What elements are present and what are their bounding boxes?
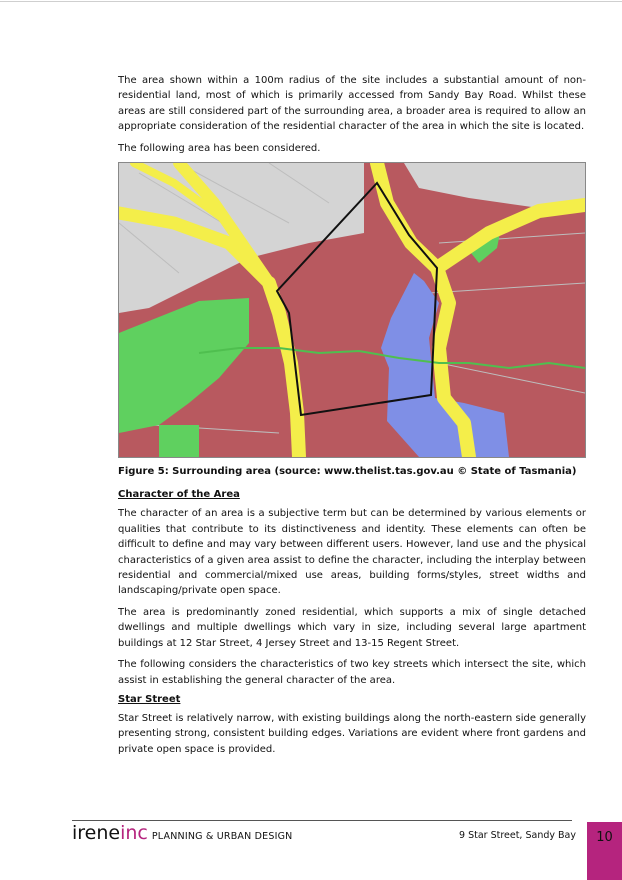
key-streets-paragraph: The following considers the characteristics of two key streets which intersect the site, which assist in establishing the general character of the area. [118,659,586,686]
area-considered-paragraph: The following area has been considered. [118,142,321,154]
star-street-heading: Star Street [118,693,181,705]
footer-address: 9 Star Street, Sandy Bay [459,830,576,841]
page-content [118,73,586,763]
brand-name-part2: inc [120,822,148,844]
open-space-southwest [159,425,199,457]
brand-tagline: PLANNING & URBAN DESIGN [151,831,293,842]
zoning-map-graphic [119,163,585,457]
brand-name-part1: irene [72,822,121,844]
page-number: 10 [596,830,613,845]
zoning-paragraph: The area is predominantly zoned residential, which supports a mix of single detached dwellings and multiple dwellings which vary in size, including several large apartment buildings at 12 Star Street, 4 Jersey Street and 13-15 Regent Street. [118,606,586,649]
brand-logo [72,822,292,848]
figure-caption: Figure 5: Surrounding area (source: www.thelist.tas.gov.au © State of Tasmania) [118,466,577,478]
character-heading: Character of the Area [118,489,240,501]
page-number-box [587,822,622,880]
top-rule [0,1,622,2]
star-street-paragraph: Star Street is relatively narrow, with existing buildings along the north-eastern side generally presenting strong, consistent building edges. Variations are evident where front gardens and private open space is provided. [118,712,586,755]
intro-paragraph: The area shown within a 100m radius of the site includes a substantial amount of non-residential land, most of which is primarily accessed from Sandy Bay Road. Whilst these areas are still considered part of the surrounding area, a broader area is required to allow an appropriate consideration of the residential character of the area in which the site is located. [118,75,586,133]
character-paragraph: The character of an area is a subjective term but can be determined by various elements or qualities that contribute to its distinctiveness and identity. These elements can often be difficult to define and may vary between different users. However, land use and the physical characteristics of a given area assist to define the character, including the interplay between residential and commercial/mixed use areas, building forms/styles, street widths and landscaping/private open space. [118,508,586,597]
surrounding-area-map [118,162,586,458]
footer-rule [72,820,572,821]
